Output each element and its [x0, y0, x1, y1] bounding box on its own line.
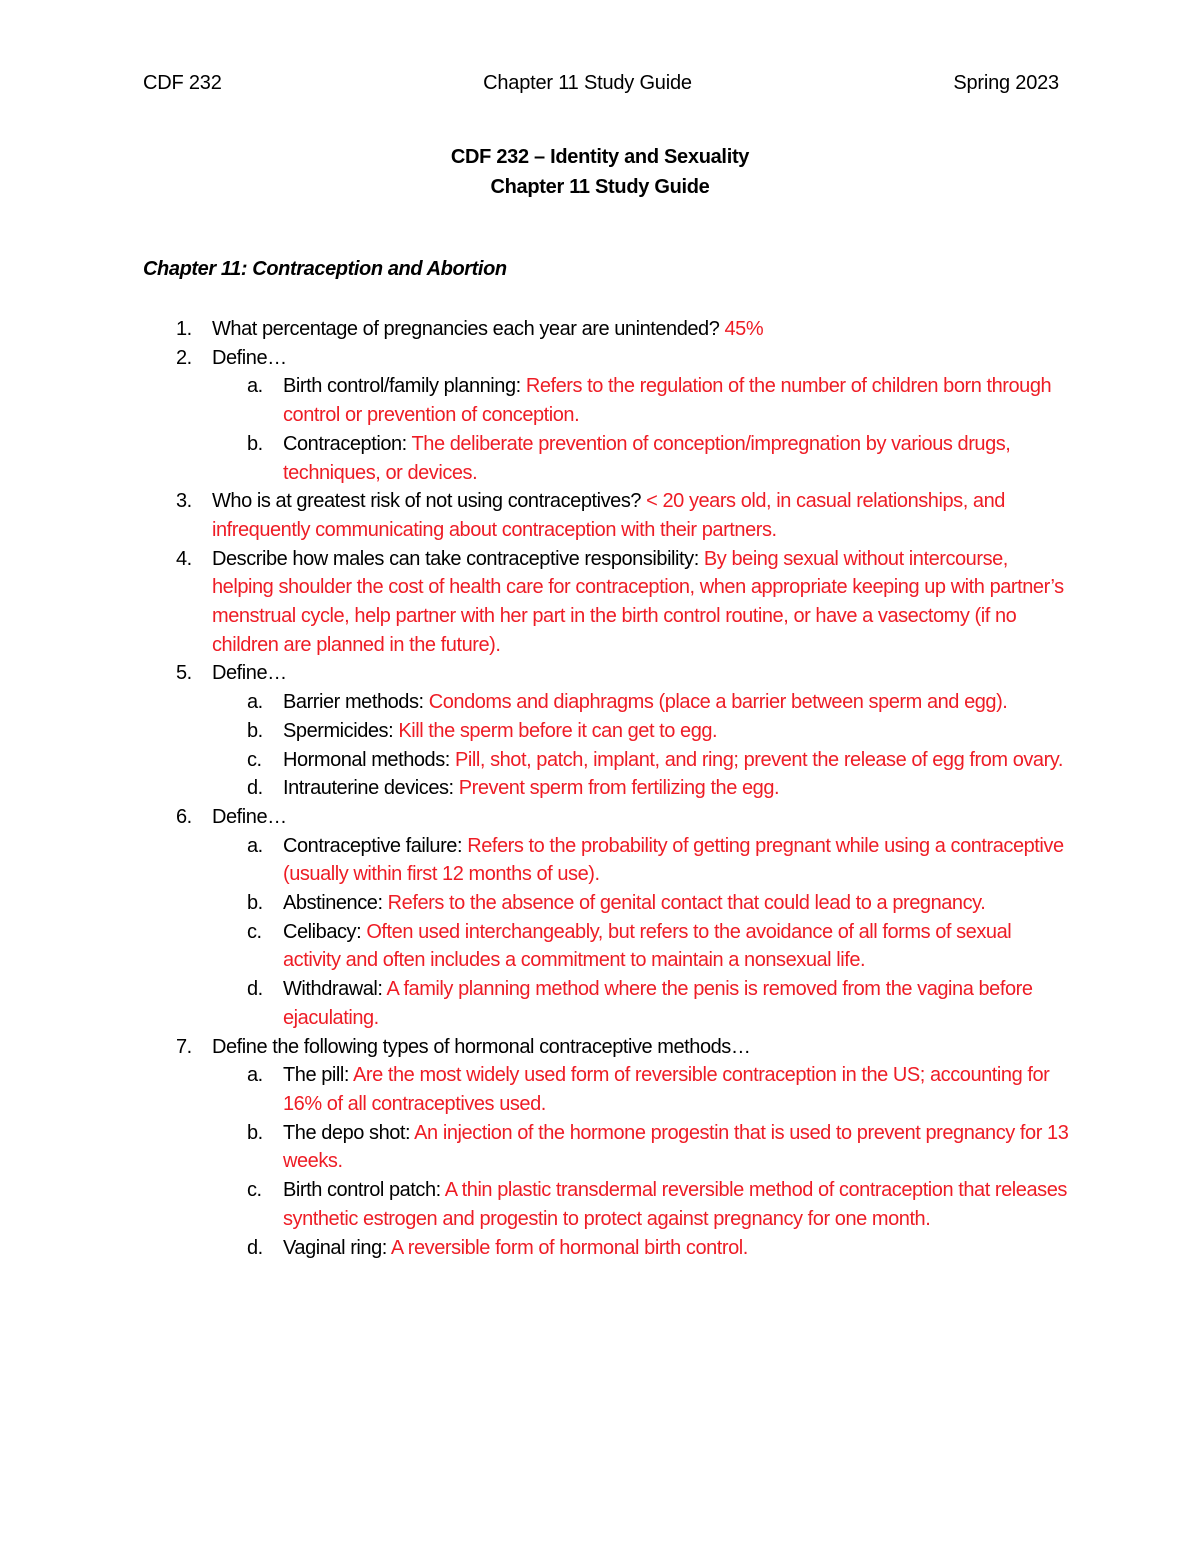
sub-answer: An injection of the hormone progestin that is used to prevent pregnancy for 13 weeks.	[283, 1121, 1069, 1173]
sub-term: Barrier methods:	[283, 691, 424, 714]
question-number: 5.	[176, 662, 192, 685]
sub-answer: Kill the sperm before it can get to egg.	[398, 719, 718, 742]
sub-item	[0, 918, 1200, 975]
sub-term: Withdrawal:	[283, 978, 383, 1001]
question-text: Define…	[212, 662, 287, 685]
title-line-2: Chapter 11 Study Guide	[490, 176, 710, 198]
question-text: Describe how males can take contraceptive responsibility:	[212, 547, 699, 570]
question-answer: 45%	[724, 318, 764, 340]
sub-letter: b.	[247, 1121, 263, 1144]
sub-item	[0, 1234, 1200, 1263]
sub-item	[0, 832, 1200, 889]
sub-answer: A family planning method where the penis is removed from the vagina before ejaculating.	[283, 978, 1033, 1029]
sub-term: Intrauterine devices:	[283, 777, 454, 800]
sub-letter: b.	[247, 432, 263, 455]
sub-term: Abstinence:	[283, 892, 383, 915]
header-course: CDF 232	[143, 72, 222, 94]
sub-letter: a.	[247, 1064, 263, 1087]
page-header	[143, 72, 1059, 95]
sub-answer: Are the most widely used form of reversible contraception in the US; accounting for 16% of all contraceptives used.	[283, 1064, 1050, 1115]
sub-letter: c.	[247, 920, 262, 943]
section-heading: Chapter 11: Contraception and Abortion	[143, 258, 507, 280]
question-list	[0, 315, 1200, 1262]
sub-term: Spermicides:	[283, 719, 394, 742]
sub-answer: Refers to the regulation of the number of children born through control or prevention of conception.	[283, 375, 1052, 427]
sub-term: Hormonal methods:	[283, 748, 450, 771]
question-item	[0, 487, 1200, 544]
question-number: 7.	[176, 1035, 192, 1058]
question-number: 3.	[176, 490, 192, 513]
question-number: 2.	[176, 346, 192, 369]
sub-letter: c.	[247, 748, 262, 771]
question-answer: < 20 years old, in casual relationships, and infrequently communicating about contraception with their partners.	[212, 490, 1005, 541]
question-item	[0, 1033, 1200, 1062]
question-item	[0, 315, 1200, 344]
sub-answer: Often used interchangeably, but refers to the avoidance of all forms of sexual activity and often includes a commitment to maintain a nonsexual life.	[283, 920, 1012, 972]
sub-item	[0, 1061, 1200, 1118]
question-number: 1.	[176, 318, 192, 340]
sub-letter: d.	[247, 777, 263, 800]
sub-letter: a.	[247, 834, 263, 857]
question-item	[0, 659, 1200, 688]
question-answer: By being sexual without intercourse, helping shoulder the cost of health care for contraception, when appropriate keeping up with partner’s menstrual cycle, help partner with her part in the birth control routine, or have a vasectomy (if no children are planned in the future).	[212, 547, 1064, 656]
sub-answer: Pill, shot, patch, implant, and ring; prevent the release of egg from ovary.	[454, 748, 1063, 771]
sub-item	[0, 717, 1200, 746]
question-text: Define the following types of hormonal contraceptive methods…	[212, 1035, 751, 1058]
question-text: What percentage of pregnancies each year are unintended?	[212, 318, 720, 340]
sub-letter: d.	[247, 1236, 263, 1259]
question-text: Define…	[212, 805, 287, 828]
sub-item	[0, 746, 1200, 775]
sub-item	[0, 688, 1200, 717]
sub-letter: b.	[247, 892, 263, 915]
header-title: Chapter 11 Study Guide	[483, 72, 692, 94]
question-item	[0, 545, 1200, 660]
sub-answer: A reversible form of hormonal birth control.	[390, 1236, 748, 1259]
sub-letter: d.	[247, 978, 263, 1001]
sub-item	[0, 430, 1200, 487]
sub-term: Vaginal ring:	[283, 1236, 387, 1259]
sub-answer: Refers to the probability of getting pregnant while using a contraceptive (usually within first 12 months of use).	[283, 834, 1064, 886]
header-term: Spring 2023	[953, 72, 1059, 94]
sub-letter: b.	[247, 719, 263, 742]
sub-item	[0, 889, 1200, 918]
sub-answer: Prevent sperm from fertilizing the egg.	[458, 777, 780, 800]
sub-term: Contraception:	[283, 432, 407, 455]
question-number: 4.	[176, 547, 192, 570]
sub-item	[0, 1119, 1200, 1176]
sub-term: Birth control/family planning:	[283, 375, 521, 398]
sub-term: Celibacy:	[283, 920, 362, 943]
question-item	[0, 344, 1200, 373]
sub-item	[0, 1176, 1200, 1233]
sub-answer: The deliberate prevention of conception/impregnation by various drugs, techniques, or devices.	[283, 432, 1011, 484]
sub-answer: Refers to the absence of genital contact that could lead to a pregnancy.	[387, 892, 986, 915]
sub-letter: a.	[247, 691, 263, 714]
sub-answer: A thin plastic transdermal reversible method of contraception that releases synthetic estrogen and progestin to protect against pregnancy for one month.	[283, 1179, 1067, 1230]
sub-letter: a.	[247, 375, 263, 398]
question-text: Define…	[212, 346, 287, 369]
sub-item	[0, 774, 1200, 803]
sub-letter: c.	[247, 1179, 262, 1202]
question-item	[0, 803, 1200, 832]
question-number: 6.	[176, 805, 192, 828]
sub-item	[0, 975, 1200, 1032]
sub-answer: Condoms and diaphragms (place a barrier between sperm and egg).	[428, 691, 1008, 714]
sub-term: Contraceptive failure:	[283, 834, 463, 857]
question-text: Who is at greatest risk of not using contraceptives?	[212, 490, 642, 513]
sub-item	[0, 372, 1200, 429]
document-title	[0, 142, 1200, 202]
sub-term: Birth control patch:	[283, 1179, 441, 1202]
sub-term: The depo shot:	[283, 1121, 411, 1144]
sub-term: The pill:	[283, 1064, 349, 1087]
title-line-1: CDF 232 – Identity and Sexuality	[450, 146, 750, 168]
